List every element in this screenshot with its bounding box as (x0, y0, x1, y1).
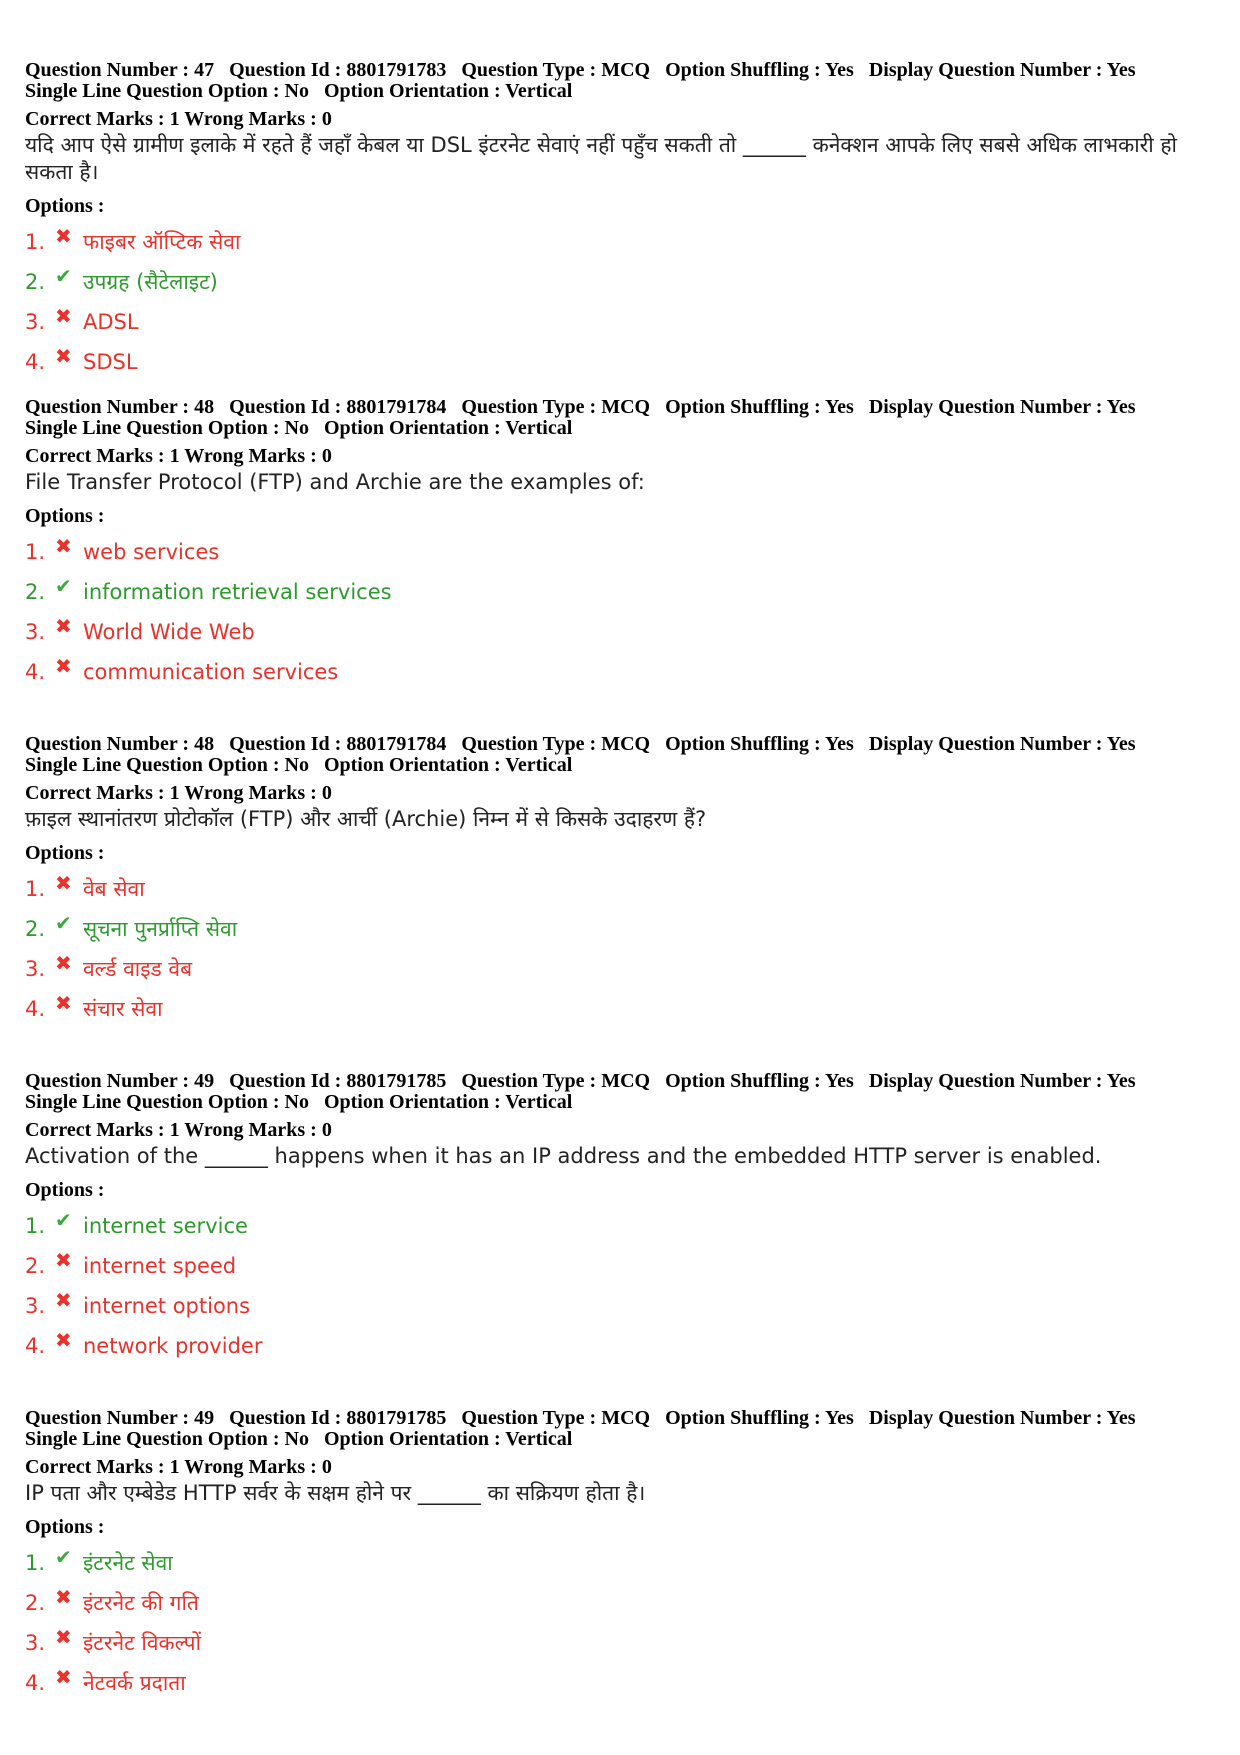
question-id-label: Question Id : (229, 1070, 342, 1092)
option-number: 4. (25, 997, 46, 1021)
option-item (25, 652, 1215, 692)
question-type-label: Question Type : (461, 1070, 597, 1092)
option-item (25, 869, 1215, 909)
correct-marks: 1 (169, 1456, 180, 1478)
option-number: 3. (25, 1294, 46, 1318)
single-line-option-label: Single Line Question Option : (25, 754, 280, 776)
wrong-marks-label: Wrong Marks : (184, 108, 317, 130)
display-question-number: Yes (1106, 1407, 1136, 1429)
option-number: 1. (25, 877, 46, 901)
correct-marks-label: Correct Marks : (25, 1456, 165, 1478)
single-line-option: No (284, 417, 309, 439)
question-meta-line-2 (25, 1429, 1215, 1450)
options-list (25, 1206, 1215, 1366)
check-icon: ✔ (55, 574, 72, 598)
option-orientation: Vertical (505, 754, 573, 776)
option-number: 2. (25, 1591, 46, 1615)
single-line-option-label: Single Line Question Option : (25, 417, 280, 439)
wrong-marks: 0 (321, 1456, 332, 1478)
option-text: नेटवर्क प्रदाता (83, 1671, 186, 1695)
option-text: सूचना पुनर्प्राप्ति सेवा (83, 917, 238, 941)
option-shuffling: Yes (824, 733, 854, 755)
check-icon: ✔ (55, 1545, 72, 1569)
option-number: 4. (25, 1334, 46, 1358)
display-question-number-label: Display Question Number : (868, 396, 1103, 418)
option-text: internet service (83, 1214, 248, 1238)
question-text: IP पता और एम्बेडेड HTTP सर्वर के सक्षम होने पर ______ का सक्रियण होता है। (25, 1481, 646, 1505)
option-item (25, 1543, 1215, 1583)
question-id: 8801791784 (346, 733, 447, 755)
check-icon: ✔ (55, 911, 72, 935)
option-orientation-label: Option Orientation : (323, 1428, 501, 1450)
option-text: ADSL (83, 310, 139, 334)
question-meta-line-2 (25, 755, 1215, 776)
question-number: 49 (194, 1407, 215, 1429)
option-text: internet options (83, 1294, 251, 1318)
check-icon: ✔ (55, 264, 72, 288)
question-meta-line-1 (25, 734, 1215, 755)
option-item (25, 532, 1215, 572)
option-number: 3. (25, 310, 46, 334)
options-label: Options : (25, 842, 105, 864)
option-number: 4. (25, 350, 46, 374)
question-id: 8801791783 (346, 59, 447, 81)
option-shuffling: Yes (824, 59, 854, 81)
question-number-label: Question Number : (25, 1070, 190, 1092)
cross-icon: ✖ (55, 951, 72, 975)
option-item (25, 1663, 1215, 1703)
option-number: 3. (25, 957, 46, 981)
display-question-number: Yes (1106, 1070, 1136, 1092)
question-id: 8801791785 (346, 1407, 447, 1429)
option-shuffling-label: Option Shuffling : (665, 733, 821, 755)
option-orientation: Vertical (505, 1428, 573, 1450)
option-number: 2. (25, 1254, 46, 1278)
question-number-label: Question Number : (25, 59, 190, 81)
marks-line (25, 1118, 1215, 1142)
option-text: इंटरनेट की गति (83, 1591, 199, 1615)
question-number: 48 (194, 396, 215, 418)
option-shuffling: Yes (824, 396, 854, 418)
options-label: Options : (25, 195, 105, 217)
question-id-label: Question Id : (229, 59, 342, 81)
option-item (25, 222, 1215, 262)
question-number: 48 (194, 733, 215, 755)
question-text: File Transfer Protocol (FTP) and Archie are the examples of: (25, 470, 645, 494)
display-question-number-label: Display Question Number : (868, 1407, 1103, 1429)
question-meta-line-1 (25, 60, 1215, 81)
wrong-marks-label: Wrong Marks : (184, 782, 317, 804)
question-number-label: Question Number : (25, 1407, 190, 1429)
display-question-number-label: Display Question Number : (868, 59, 1103, 81)
question-block-3 (25, 734, 1215, 1071)
question-type-label: Question Type : (461, 733, 597, 755)
single-line-option: No (284, 754, 309, 776)
option-number: 2. (25, 270, 46, 294)
marks-line (25, 1455, 1215, 1479)
option-orientation-label: Option Orientation : (323, 417, 501, 439)
question-meta-line-2 (25, 1092, 1215, 1113)
check-icon: ✔ (55, 1208, 72, 1232)
correct-marks-label: Correct Marks : (25, 1119, 165, 1141)
option-item (25, 262, 1215, 302)
option-text: वेब सेवा (83, 877, 145, 901)
option-item (25, 1206, 1215, 1246)
correct-marks: 1 (169, 1119, 180, 1141)
cross-icon: ✖ (55, 1248, 72, 1272)
options-list (25, 532, 1215, 692)
option-shuffling: Yes (824, 1070, 854, 1092)
option-orientation: Vertical (505, 417, 573, 439)
cross-icon: ✖ (55, 991, 72, 1015)
question-id: 8801791785 (346, 1070, 447, 1092)
display-question-number: Yes (1106, 733, 1136, 755)
option-orientation-label: Option Orientation : (323, 754, 501, 776)
correct-marks: 1 (169, 108, 180, 130)
cross-icon: ✖ (55, 614, 72, 638)
option-number: 4. (25, 660, 46, 684)
wrong-marks: 0 (321, 1119, 332, 1141)
options-label: Options : (25, 1179, 105, 1201)
option-orientation-label: Option Orientation : (323, 1091, 501, 1113)
question-id: 8801791784 (346, 396, 447, 418)
option-shuffling-label: Option Shuffling : (665, 396, 821, 418)
cross-icon: ✖ (55, 224, 72, 248)
option-orientation: Vertical (505, 80, 573, 102)
option-text: information retrieval services (83, 580, 392, 604)
question-meta-line-2 (25, 81, 1215, 102)
option-item (25, 989, 1215, 1029)
options-label: Options : (25, 1516, 105, 1538)
question-id-label: Question Id : (229, 733, 342, 755)
marks-line (25, 107, 1215, 131)
question-type-label: Question Type : (461, 59, 597, 81)
question-block-4 (25, 1071, 1215, 1408)
option-text: इंटरनेट सेवा (83, 1551, 173, 1575)
question-type: MCQ (601, 1407, 651, 1429)
option-text: फाइबर ऑप्टिक सेवा (83, 230, 241, 254)
option-item (25, 302, 1215, 342)
option-text: communication services (83, 660, 339, 684)
option-number: 1. (25, 1551, 46, 1575)
correct-marks-label: Correct Marks : (25, 445, 165, 467)
correct-marks-label: Correct Marks : (25, 108, 165, 130)
question-paper (25, 60, 1215, 1745)
option-number: 2. (25, 580, 46, 604)
question-text: फ़ाइल स्थानांतरण प्रोटोकॉल (FTP) और आर्ची (Archie) निम्न में से किसके उदाहरण हैं? (25, 807, 707, 831)
question-block-2 (25, 397, 1215, 734)
option-text: वर्ल्ड वाइड वेब (83, 957, 193, 981)
option-item (25, 1583, 1215, 1623)
option-number: 3. (25, 620, 46, 644)
option-number: 1. (25, 540, 46, 564)
option-item (25, 949, 1215, 989)
single-line-option: No (284, 80, 309, 102)
question-type: MCQ (601, 59, 651, 81)
option-item (25, 1326, 1215, 1366)
cross-icon: ✖ (55, 304, 72, 328)
question-id-label: Question Id : (229, 396, 342, 418)
question-text: यदि आप ऐसे ग्रामीण इलाके में रहते हैं जहाँ केबल या DSL इंटरनेट सेवाएं नहीं पहुँच सकती तो ______ कनेक्शन आपके लिए सबसे अधिक लाभकारी हो सकता है। (25, 133, 1177, 184)
question-meta-line-1 (25, 1408, 1215, 1429)
question-block-1 (25, 60, 1215, 397)
question-type: MCQ (601, 733, 651, 755)
option-number: 1. (25, 1214, 46, 1238)
question-meta-line-2 (25, 418, 1215, 439)
option-item (25, 1623, 1215, 1663)
option-shuffling-label: Option Shuffling : (665, 1407, 821, 1429)
wrong-marks-label: Wrong Marks : (184, 1456, 317, 1478)
option-text: World Wide Web (83, 620, 255, 644)
display-question-number-label: Display Question Number : (868, 1070, 1103, 1092)
marks-line (25, 444, 1215, 468)
single-line-option-label: Single Line Question Option : (25, 1428, 280, 1450)
option-text: उपग्रह (सैटेलाइट) (83, 270, 218, 294)
option-item (25, 909, 1215, 949)
option-orientation: Vertical (505, 1091, 573, 1113)
display-question-number: Yes (1106, 59, 1136, 81)
options-list (25, 1543, 1215, 1703)
option-number: 1. (25, 230, 46, 254)
option-text: internet speed (83, 1254, 237, 1278)
correct-marks: 1 (169, 782, 180, 804)
wrong-marks: 0 (321, 782, 332, 804)
option-shuffling-label: Option Shuffling : (665, 1070, 821, 1092)
option-number: 4. (25, 1671, 46, 1695)
option-shuffling-label: Option Shuffling : (665, 59, 821, 81)
cross-icon: ✖ (55, 1328, 72, 1352)
cross-icon: ✖ (55, 654, 72, 678)
options-label: Options : (25, 505, 105, 527)
question-text: Activation of the ______ happens when it has an IP address and the embedded HTTP server is enabled. (25, 1144, 1102, 1168)
options-list (25, 222, 1215, 382)
single-line-option: No (284, 1091, 309, 1113)
single-line-option: No (284, 1428, 309, 1450)
marks-line (25, 781, 1215, 805)
question-type: MCQ (601, 396, 651, 418)
option-orientation-label: Option Orientation : (323, 80, 501, 102)
cross-icon: ✖ (55, 1625, 72, 1649)
correct-marks-label: Correct Marks : (25, 782, 165, 804)
question-number: 47 (194, 59, 215, 81)
cross-icon: ✖ (55, 344, 72, 368)
single-line-option-label: Single Line Question Option : (25, 80, 280, 102)
option-number: 2. (25, 917, 46, 941)
question-meta-line-1 (25, 397, 1215, 418)
cross-icon: ✖ (55, 1288, 72, 1312)
display-question-number-label: Display Question Number : (868, 733, 1103, 755)
option-text: संचार सेवा (83, 997, 163, 1021)
option-item (25, 1286, 1215, 1326)
option-text: SDSL (83, 350, 138, 374)
question-meta-line-1 (25, 1071, 1215, 1092)
option-item (25, 342, 1215, 382)
cross-icon: ✖ (55, 1585, 72, 1609)
wrong-marks: 0 (321, 108, 332, 130)
option-shuffling: Yes (824, 1407, 854, 1429)
wrong-marks-label: Wrong Marks : (184, 1119, 317, 1141)
question-id-label: Question Id : (229, 1407, 342, 1429)
single-line-option-label: Single Line Question Option : (25, 1091, 280, 1113)
option-item (25, 612, 1215, 652)
options-list (25, 869, 1215, 1029)
cross-icon: ✖ (55, 534, 72, 558)
question-number-label: Question Number : (25, 733, 190, 755)
wrong-marks-label: Wrong Marks : (184, 445, 317, 467)
cross-icon: ✖ (55, 871, 72, 895)
display-question-number: Yes (1106, 396, 1136, 418)
option-number: 3. (25, 1631, 46, 1655)
option-text: web services (83, 540, 220, 564)
wrong-marks: 0 (321, 445, 332, 467)
question-type-label: Question Type : (461, 396, 597, 418)
question-number: 49 (194, 1070, 215, 1092)
question-block-5 (25, 1408, 1215, 1745)
option-item (25, 572, 1215, 612)
option-text: इंटरनेट विकल्पों (83, 1631, 202, 1655)
option-item (25, 1246, 1215, 1286)
correct-marks: 1 (169, 445, 180, 467)
question-number-label: Question Number : (25, 396, 190, 418)
cross-icon: ✖ (55, 1665, 72, 1689)
option-text: network provider (83, 1334, 263, 1358)
question-type-label: Question Type : (461, 1407, 597, 1429)
question-type: MCQ (601, 1070, 651, 1092)
